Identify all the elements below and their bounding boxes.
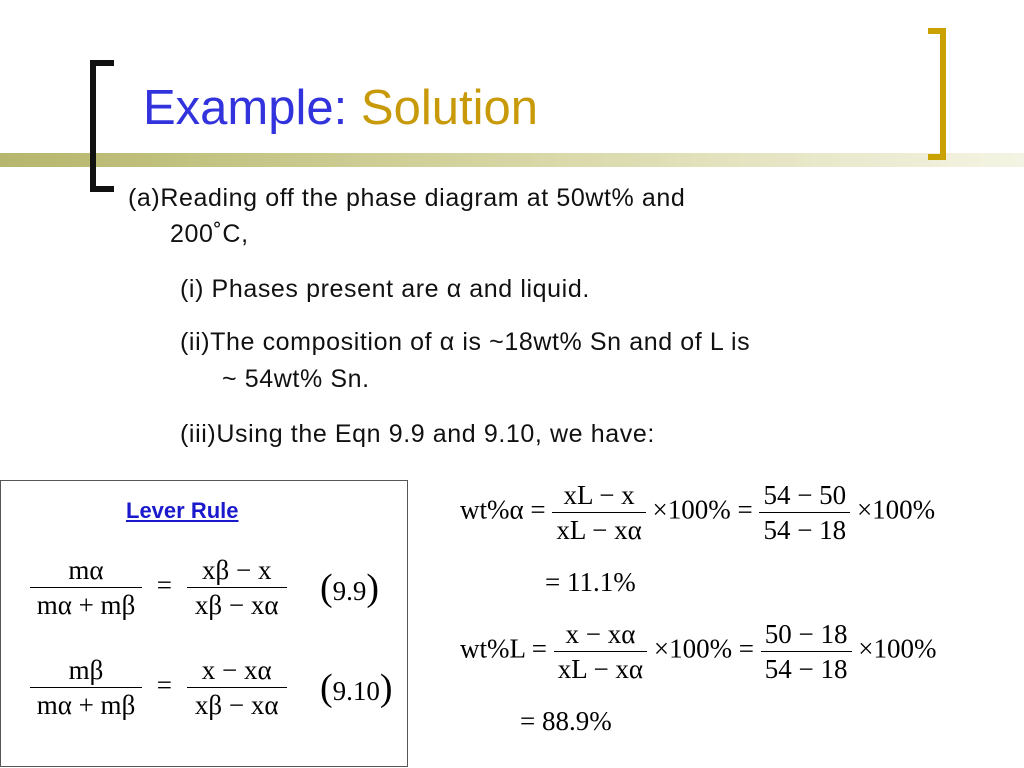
body-line-ii-1: (ii)The composition of α is ~18wt% Sn and of L is [180,328,751,356]
slide-title [143,78,538,138]
eq1-label: (9.9) [320,567,380,609]
wt-alpha-f1-num: xL − x [552,478,645,513]
left-bracket-decoration [90,60,114,192]
wt-liquid-result: = 88.9% [520,706,612,736]
eq2-number: 9.10 [332,676,380,706]
eq2-rhs-denominator: xβ − xα [194,690,279,720]
wt-liquid-equation [460,617,937,686]
wt-alpha-f1-den: xL − xα [556,515,642,545]
body-line-i: (i) Phases present are α and liquid. [180,275,590,303]
eq2-label: (9.10) [320,667,393,709]
wt-alpha-f2-den: 54 − 18 [763,515,847,545]
body-line-iii: (iii)Using the Eqn 9.9 and 9.10, we have: [180,420,655,448]
body-line-a1: (a)Reading off the phase diagram at 50wt% and [128,184,686,212]
right-bracket-decoration [928,28,946,160]
title-band [0,153,1024,167]
wt-alpha-fraction-symbolic [552,478,645,547]
equation-9-9: $\frac{m\alpha}{m\alpha + m\beta}$ = $\frac{x\beta - x}{x\beta - x\alpha}$ [30,553,287,622]
wt-liquid-mid: ×100% = [653,633,755,664]
eq2-numerator: mβ [30,653,142,688]
eq1-denominator: mα + mβ [36,590,136,620]
equation-9-10: $\frac{m\beta}{m\alpha + m\beta}$ = $\frac{x - x\alpha}{x\beta - x\alpha}$ [30,653,287,722]
wt-alpha-tail: ×100% [856,494,936,525]
wt-alpha-mid: ×100% = [652,494,753,525]
eq1-numerator: mα [30,553,142,588]
wt-liquid-f1-num: x − xα [554,617,647,652]
title-solution: Solution [360,81,538,135]
eq2-rhs-fraction [187,653,287,722]
wt-liquid-f2-den: 54 − 18 [764,654,848,684]
eq2-lhs-fraction [30,653,142,722]
wt-liquid-f2-num: 50 − 18 [761,617,852,652]
wt-alpha-result: = 11.1% [545,567,636,597]
eq1-lhs-fraction [30,553,142,622]
eq2-denominator: mα + mβ [36,690,136,720]
eq1-rhs-numerator: xβ − x [187,553,287,588]
title-example: Example: [143,81,348,135]
eq1-rhs-fraction [187,553,287,622]
wt-alpha-f2-num: 54 − 50 [759,478,850,513]
eq1-rhs-denominator: xβ − xα [194,590,279,620]
wt-alpha-equation [460,478,935,547]
body-line-ii-2: ~ 54wt% Sn. [222,365,370,393]
wt-alpha-lhs: wt%α = [460,494,546,525]
lever-rule-heading: Lever Rule [126,498,239,523]
wt-liquid-fraction-numeric [761,617,852,686]
wt-liquid-fraction-symbolic [554,617,647,686]
eq1-number: 9.9 [332,576,367,606]
wt-liquid-lhs: wt%L = [460,633,547,664]
wt-liquid-tail: ×100% [858,633,937,664]
wt-alpha-fraction-numeric [759,478,850,547]
eq2-rhs-numerator: x − xα [187,653,287,688]
wt-liquid-f1-den: xL − xα [557,654,644,684]
body-line-a2: 200˚C, [170,220,249,248]
